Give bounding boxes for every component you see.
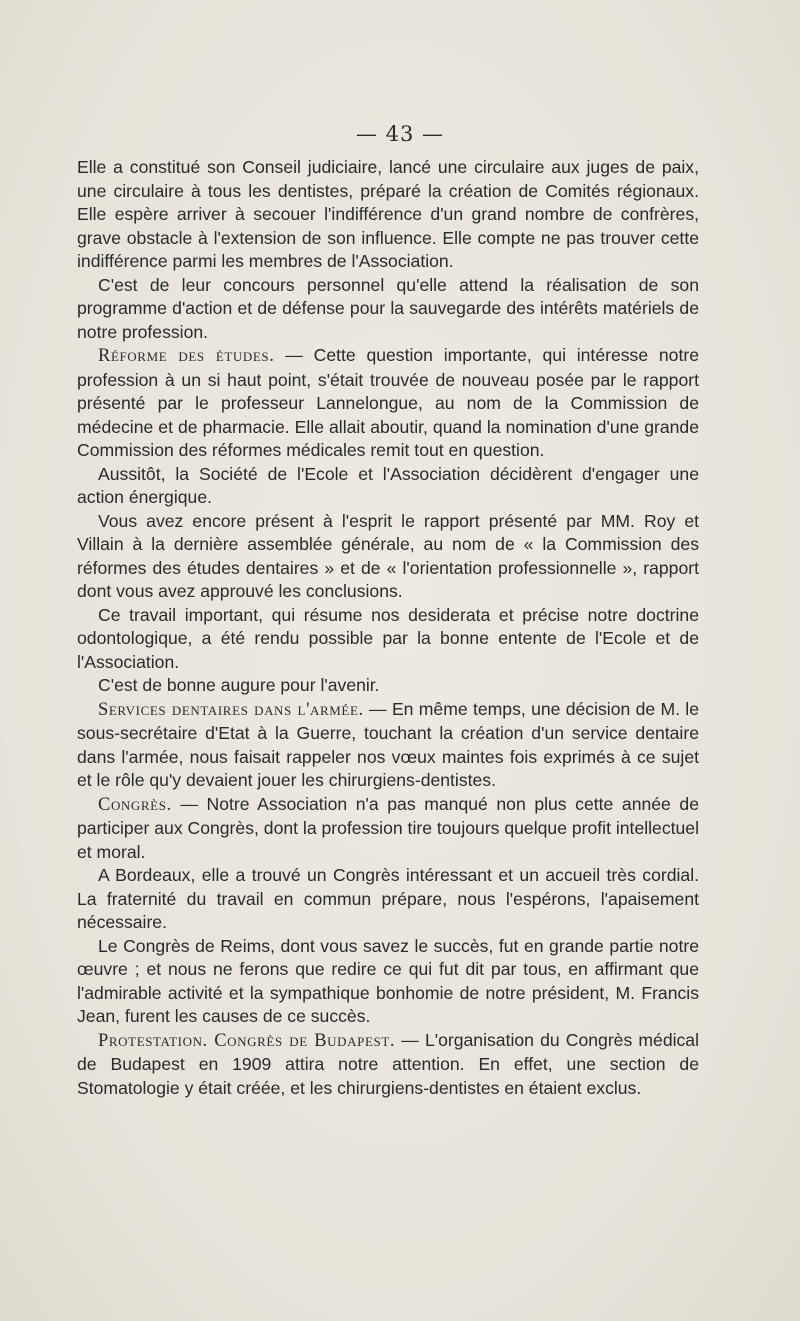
paragraph-augure: C'est de bonne augure pour l'avenir. [98,675,380,695]
paragraph-travail: Ce travail important, qui résume nos desiderata et précise notre doctrine odontologique, a été rendu possible par la bonne entente de l'Ecole et de l'Association. [77,604,699,672]
page-number: — 43 — [355,122,445,146]
section-heading: Congrès. [98,794,172,815]
paragraph-concours: C'est de leur concours personnel qu'elle attend la réalisation de son programme d'action et de défense pour la sauvegarde des intérêts matériels de notre profession. [77,274,699,342]
paragraph-aussitot: Aussitôt, la Société de l'Ecole et l'Association décidèrent d'engager une action énergique. [77,463,699,507]
paragraph-conseil-judiciaire: Elle a constitué son Conseil judiciaire, lancé une circulaire aux juges de paix, une circulaire à tous les dentistes, préparé la création de Comités régionaux. Elle espère arriver à secouer l'indifférence d'un grand nombre de confrères, grave obstacle à l'extension de son influence. Elle compte ne pas trouver cette indifférence parmi les membres de l'Association. [77,157,699,271]
paragraph-reims: Le Congrès de Reims, dont vous savez le succès, fut en grande partie notre œuvre ; et nous ne ferons que redire ce qui fut dit par tous, en affirmant que l'admirable activité et la sympathique bonhomie de notre président, M. Francis Jean, furent les causes de ce succès. [77,935,699,1026]
section-heading: Réforme des études. [98,346,275,366]
paragraph-rapport: Vous avez encore présent à l'esprit le rapport présenté par MM. Roy et Villain à la dernière assemblée générale, au nom de « la Commission des réformes des études dentaires » et de « l'orientation professionnelle », rapport dont vous avez approuvé les conclusions. [77,510,699,601]
section-heading: Protestation. Congrès de Budapest. [98,1030,396,1051]
paragraph-bordeaux: A Bordeaux, elle a trouvé un Congrès intéressant et un accueil très cordial. La fraternité du travail en commun prépare, nous l'espérons, l'apaisement nécessaire. [77,865,699,932]
paragraph-services-dentaires: Services dentaires dans l'armée. — En même temps, une décision de M. le sous-secrétaire d'Etat à la Guerre, touchant la création d'un service dentaire dans l'armée, nous faisait rappeler nos vœux maintes fois exprimés à ce sujet et le rôle qu'y devaient jouer les chirurgiens-dentistes. [77,698,700,790]
section-heading: Services dentaires dans l'armée. [98,699,364,720]
paragraph-reforme-etudes: Réforme des études. — Cette question importante, qui intéresse notre profession à un si haut point, s'était trouvée de nouveau posée par le rapport présenté par le professeur Lannelongue, au nom de la Commission de médecine et de pharmacie. Elle allait aboutir, quand la nomination d'une grande Commission des réformes médicales remit tout en question. [77,345,699,460]
paragraph-congres: Congrès. — Notre Association n'a pas manqué non plus cette année de participer aux Congrès, dont la profession tire toujours quelque profit intellectuel et moral. [77,793,700,862]
paragraph-budapest: Protestation. Congrès de Budapest. — L'organisation du Congrès médical de Budapest en 1909 attira notre attention. En effet, une section de Stomatologie y était créée, et les chirurgiens-dentistes en étaient exclus. [77,1029,699,1098]
body-text [77,156,699,1100]
